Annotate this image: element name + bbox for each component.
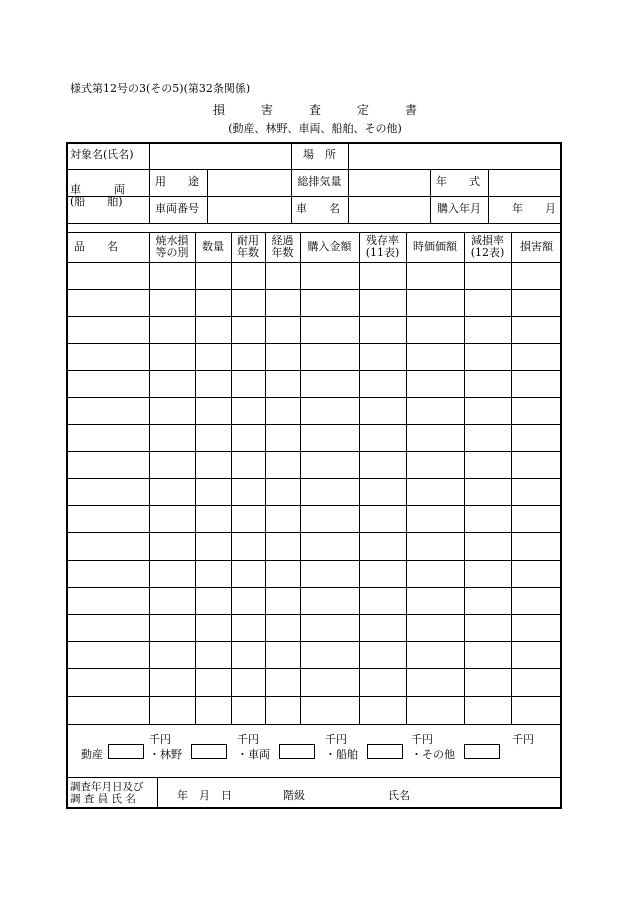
row-divider xyxy=(66,724,562,725)
model-year-label: 年 式 xyxy=(436,175,480,189)
target-name-field[interactable] xyxy=(149,142,291,169)
summary-label-forest: ・林野 xyxy=(149,748,182,761)
vehicle-number-label: 車両番号 xyxy=(155,202,199,216)
table-row xyxy=(66,370,562,371)
model-year-field[interactable] xyxy=(488,169,562,196)
table-row xyxy=(66,289,562,290)
forest-amount-input[interactable] xyxy=(191,744,227,759)
unit-label: 千円 xyxy=(237,733,259,746)
col-divider xyxy=(157,777,158,809)
place-field[interactable] xyxy=(348,142,562,169)
purchase-value[interactable]: 年 月 xyxy=(512,202,556,216)
table-row xyxy=(66,478,562,479)
title-char: 損 xyxy=(212,103,225,117)
row-divider xyxy=(66,262,562,263)
vehicle-label-line: (船 舶) xyxy=(70,195,123,208)
table-row xyxy=(66,696,562,697)
inspector-rank[interactable]: 階級 xyxy=(283,789,305,802)
car-name-label: 車 名 xyxy=(296,202,340,216)
title-char: 査 xyxy=(308,103,321,117)
table-row xyxy=(66,451,562,452)
table-row xyxy=(66,641,562,642)
car-name-field[interactable] xyxy=(348,196,430,223)
inspection-label-line: 調査年月日及び xyxy=(70,780,144,793)
document-title xyxy=(0,101,630,118)
inspection-label xyxy=(70,778,157,809)
summary-label-movables: 動産 xyxy=(81,748,103,761)
column-header: 品 名 xyxy=(74,239,118,253)
column-header: 残存率 (11表) xyxy=(365,233,400,259)
column-header: 減損率 (12表) xyxy=(470,233,505,259)
table-row xyxy=(66,614,562,615)
table-row xyxy=(66,424,562,425)
table-row xyxy=(66,587,562,588)
column-header: 損害額 xyxy=(520,239,553,253)
summary-label-other: ・その他 xyxy=(411,748,455,761)
table-row xyxy=(66,397,562,398)
table-row xyxy=(66,668,562,669)
inspection-date[interactable]: 年 月 日 xyxy=(177,789,232,802)
column-header: 時価価額 xyxy=(413,239,457,253)
summary-label-ship: ・船舶 xyxy=(325,748,358,761)
form-number: 様式第12号の3(その5)(第32条関係) xyxy=(70,82,251,95)
document-subtitle: (動産、林野、車両、船舶、その他) xyxy=(228,122,402,135)
column-header: 経過 年数 xyxy=(271,233,294,259)
other-amount-input[interactable] xyxy=(464,744,500,759)
unit-label: 千円 xyxy=(325,733,347,746)
table-row xyxy=(66,316,562,317)
vehicle-label-line: 車 両 xyxy=(70,182,125,196)
usage-label: 用 途 xyxy=(155,175,199,189)
column-header: 耐用 年数 xyxy=(237,233,259,259)
target-name-label: 対象名(氏名) xyxy=(70,148,134,162)
vehicle-amount-input[interactable] xyxy=(279,744,315,759)
displacement-field[interactable] xyxy=(348,169,430,196)
column-header: 数量 xyxy=(202,239,224,253)
displacement-label: 総排気量 xyxy=(297,175,342,189)
table-row xyxy=(66,505,562,506)
unit-label: 千円 xyxy=(512,733,534,746)
column-header: 焼水損 等の別 xyxy=(155,233,189,259)
summary-label-vehicle: ・車両 xyxy=(237,748,270,761)
vehicle-number-field[interactable] xyxy=(207,196,291,223)
inspection-label-line: 調 査 員 氏 名 xyxy=(70,792,136,805)
purchase-label: 購入年月 xyxy=(437,202,481,216)
table-row xyxy=(66,532,562,533)
title-char: 書 xyxy=(405,103,418,117)
place-label: 場 所 xyxy=(303,148,336,162)
vehicle-label xyxy=(70,172,149,220)
unit-label: 千円 xyxy=(411,733,433,746)
title-char: 害 xyxy=(260,103,273,117)
table-row xyxy=(66,343,562,344)
title-char: 定 xyxy=(357,103,370,117)
inspector-name[interactable]: 氏名 xyxy=(388,789,410,802)
row-divider xyxy=(66,223,562,224)
table-row xyxy=(66,560,562,561)
unit-label: 千円 xyxy=(149,733,171,746)
ship-amount-input[interactable] xyxy=(367,744,403,759)
movables-amount-input[interactable] xyxy=(108,744,144,759)
usage-field[interactable] xyxy=(207,169,291,196)
column-header: 購入金額 xyxy=(307,239,352,253)
